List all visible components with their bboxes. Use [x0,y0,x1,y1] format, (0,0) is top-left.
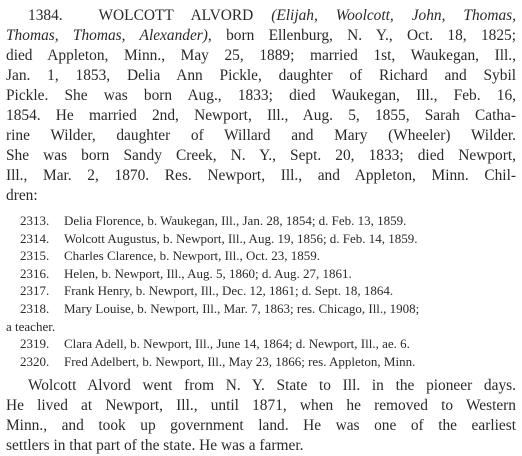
list-item [6,247,516,265]
entry-line-9: Ill., Mar. 2, 1870. Res. Newport, Ill., and Appleton, Minn. Chil- [6,167,516,184]
entry-lineage-part1: (Elijah, Woolcott, John, Thomas, [271,7,517,24]
child-text: Frank Henry, b. Newport, Ill., Dec. 12, 1861; d. Sept. 18, 1864. [64,283,394,299]
footer-line-2: He lived at Newport, Ill., until 1871, when he removed to Western [6,397,516,415]
children-list [6,212,516,370]
footer-line-4: settlers in that part of the state. He was a farmer. [6,437,304,455]
child-text: Helen, b. Newport, Ill., Aug. 5, 1860; d. Aug. 27, 1861. [64,265,352,281]
child-text: Fred Adelbert, b. Newport, Ill., May 23, 1866; res. Appleton, Minn. [64,353,416,369]
list-item [6,353,516,371]
list-item [6,335,516,353]
child-text: Charles Clarence, b. Newport, Ill., Oct. 23, 1859. [64,248,320,264]
entry-line-5: Pickle. She was born Aug., 1833; died Waukegan, Ill., Feb. 16, [6,87,516,104]
child-text: Delia Florence, b. Waukegan, Ill., Jan. 28, 1854; d. Feb. 13, 1859. [64,213,407,228]
child-text-continuation: a teacher. [6,318,56,334]
entry-number: 1384. [28,7,63,24]
child-number: 2315. [20,248,50,264]
list-item [6,300,516,318]
footer-line-3: Minn., and took up government land. He was one of the earliest [6,417,516,435]
child-number: 2313. [20,213,50,228]
footer-paragraph [6,376,516,456]
child-text: Clara Adell, b. Newport, Ill., June 14, 1864; d. Newport, Ill., ae. 6. [64,336,410,352]
child-text: Mary Louise, b. Newport, Ill., Mar. 7, 1863; res. Chicago, Ill., 1908; [64,300,420,316]
entry-line-3: died Appleton, Minn., May 25, 1889; married 1st, Waukegan, Ill., [6,47,516,64]
list-item [6,230,516,248]
entry-line-2 [6,26,516,46]
child-number: 2316. [20,265,50,281]
child-number: 2317. [20,283,50,299]
child-number: 2314. [20,230,50,246]
entry-line-7: rine Wilder, daughter of Willard and Mary (Wheeler) Wilder. [6,127,516,144]
entry-line-4: Jan. 1, 1853, Delia Ann Pickle, daughter of Richard and Sybil [6,67,516,84]
entry-line-1 [6,6,516,26]
list-item [6,282,516,300]
entry-paragraph [6,6,516,206]
entry-line-6: 1854. He married 2nd, Newport, Ill., Aug. 5, 1855, Sarah Catha- [6,107,516,124]
entry-name: WOLCOTT ALVORD [98,7,254,24]
list-item-continuation [6,318,516,336]
child-text: Wolcott Augustus, b. Newport, Ill., Aug. 19, 1856; d. Feb. 14, 1859. [64,230,418,246]
list-item [6,265,516,283]
child-number: 2320. [20,353,50,369]
entry-text-0: , born Ellenburg, N. Y., Oct. 18, 1825; [207,27,516,44]
child-number: 2319. [20,336,50,352]
entry-lineage-part2: Thomas, Thomas, Alexander) [6,27,208,44]
entry-line-10: dren: [6,187,38,204]
entry-line-8: She was born Sandy Creek, N. Y., Sept. 20, 1833; died Newport, [6,147,516,164]
list-item [6,212,516,230]
footer-line-1: Wolcott Alvord went from N. Y. State to Ill. in the pioneer days. [28,377,516,395]
child-number: 2318. [20,300,50,316]
